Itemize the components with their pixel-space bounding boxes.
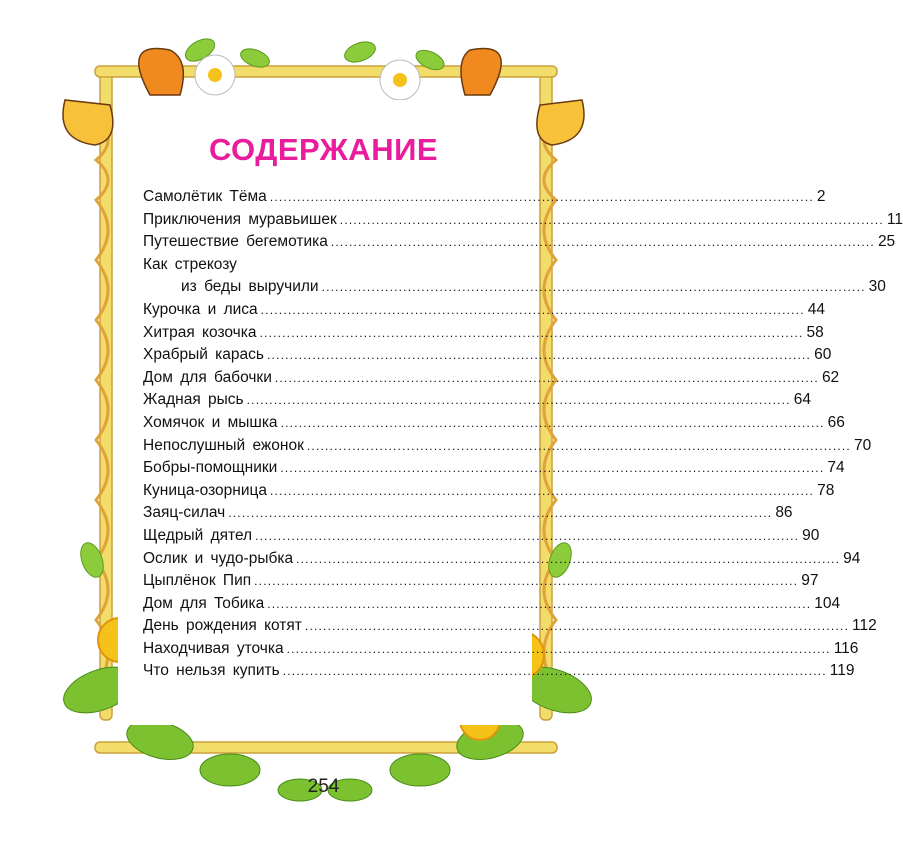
toc-entry-page: 97 [801,572,819,590]
toc-entry-title: Курочка и лиса [143,300,258,318]
toc-entry-page: 86 [775,504,793,522]
toc-entry-page: 66 [827,413,845,431]
toc-entry [143,276,886,299]
toc-leader-dots: ........................................................................................................................ [306,438,851,453]
toc-leader-dots: ........................................................................................................................ [267,596,812,611]
toc-entry [143,570,819,593]
toc-entry [143,615,877,638]
toc-entry [143,480,835,503]
toc-leader-dots: ........................................................................................................................ [330,235,875,250]
toc-entry-page: 11 [886,210,903,228]
toc-entry-page: 2 [816,188,826,205]
toc-entry-title: День рождения котят [143,617,302,635]
toc-leader-dots: ........................................................................................................................ [228,506,773,521]
toc-entry [143,638,859,661]
toc-entry [143,322,824,345]
toc-entry-page: 104 [814,594,841,612]
toc-entry-page: 44 [807,300,825,318]
toc-entry-title: Как стрекозу [143,255,237,273]
toc-leader-dots: ........................................................................................................................ [255,528,800,543]
page-title: СОДЕРЖАНИЕ [208,132,439,167]
toc-entry-page: 90 [802,526,820,544]
toc-entry-title: Щедрый дятел [143,526,253,544]
toc-entry [143,299,825,322]
toc-entry-page: 25 [877,233,896,251]
toc-entry [143,660,855,683]
toc-leader-dots: ........................................................................................................................ [274,370,819,385]
toc-entry-title: Дом для бабочки [143,368,272,386]
toc-leader-dots: ........................................................................................................................ [267,348,812,363]
toc-entry-title: Ослик и чудо-рыбка [143,549,294,567]
toc-entry-title: Заяц-силач [143,504,226,522]
toc-leader-dots: ........................................................................................................................ [321,280,866,295]
toc-leader-dots: ........................................................................................................................ [280,461,825,476]
toc-entry [143,502,793,525]
toc-entry [143,367,840,390]
toc-entry-page: 74 [827,459,845,477]
toc-entry-title: Бобры-помощники [143,459,278,477]
toc-leader-dots: ........................................................................................................................ [270,483,815,498]
toc-entry-title: Непослушный ежонок [143,436,304,454]
toc-entry [143,525,820,548]
toc-entry-page: 78 [817,481,835,499]
toc-entry-title: Самолётик Тёма [143,188,267,205]
toc-leader-dots: ........................................................................................................................ [282,664,827,679]
toc-entry-page: 112 [851,617,877,635]
toc-entry [143,344,832,367]
toc-entry-title: Путешествие бегемотика [143,233,328,251]
toc-entry-page: 60 [814,346,832,364]
toc-leader-dots: ........................................................................................................................ [286,641,831,656]
toc-leader-dots: ........................................................................................................................ [259,325,804,340]
toc-entry-page: 70 [853,436,872,454]
table-of-contents [143,186,903,683]
toc-entry-title: Цыплёнок Пип [143,572,252,590]
toc-entry-page: 64 [793,391,811,409]
toc-entry [143,548,861,571]
toc-leader-dots: ........................................................................................................................ [269,190,814,204]
toc-entry-title: Храбрый карась [143,346,264,364]
toc-entry-title: Что нельзя купить [143,662,280,680]
toc-entry-title: Дом для Тобика [143,594,265,612]
toc-entry [143,209,903,232]
toc-entry-title: из беды выручили [181,278,319,296]
toc-entry [143,186,826,209]
toc-leader-dots: ........................................................................................................................ [254,574,799,589]
toc-entry-title: Хитрая козочка [143,323,257,341]
toc-entry-page: 62 [821,368,840,386]
toc-entry [143,593,841,616]
toc-entry [143,231,896,254]
toc-entry [143,254,492,277]
toc-entry-page: 119 [829,662,855,680]
toc-entry-title: Находчивая уточка [143,639,284,657]
toc-leader-dots: ........................................................................................................................ [246,393,791,408]
toc-entry [143,412,845,435]
toc-leader-dots: ........................................................................................................................ [280,415,825,430]
toc-entry-title: Приключения муравьишек [143,210,337,228]
toc-entry-title: Куница-озорница [143,481,267,499]
toc-leader-dots: ........................................................................................................................ [296,551,841,566]
toc-leader-dots: ........................................................................................................................ [339,212,884,227]
toc-entry [143,457,845,480]
toc-entry-title: Жадная рысь [143,391,244,409]
page-number: 254 [307,776,340,797]
toc-entry-page: 30 [868,278,886,296]
toc-entry-page: 58 [806,323,824,341]
toc-entry [143,435,872,458]
toc-entry [143,389,811,412]
toc-entry-page: 116 [833,639,859,657]
toc-entry-page: 94 [843,549,861,567]
toc-leader-dots: ........................................................................................................................ [260,302,805,317]
toc-entry-title: Хомячок и мышка [143,413,278,431]
toc-leader-dots: ........................................................................................................................ [304,619,849,634]
